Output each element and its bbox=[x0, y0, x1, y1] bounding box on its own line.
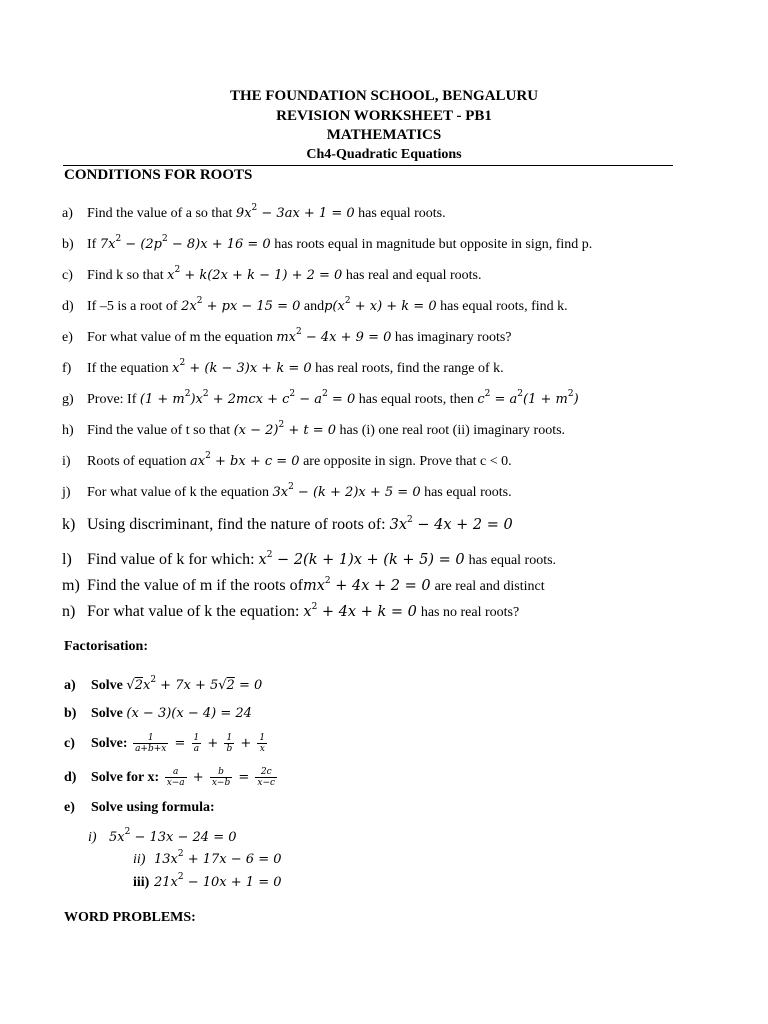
factorisation-b: b) Solve (x − 3)(x − 4) = 24 bbox=[64, 706, 252, 721]
question-l: l) Find value of k for which: $x^2 - 2(k + 1)x + (k + 5) = 0$ has equal roots. bbox=[62, 550, 557, 568]
equation: $3x^2 - (k + 2)x + 5 = 0$ bbox=[272, 482, 421, 500]
school-name: THE FOUNDATION SCHOOL, BENGALURU bbox=[229, 88, 539, 104]
factorisation-c: c) Solve: $\frac{1}{a+b+x}$ = $\frac{1}{a}$ + $\frac{1}{b}$ + $\frac{1}{x}$ bbox=[64, 733, 269, 754]
equation: $(1 + m^2)x^2 + 2mcx + c^2 - a^2 = 0$ bbox=[139, 389, 356, 407]
equation: $2x^2$ + px − 15 = 0 bbox=[181, 296, 301, 314]
question-c: c) Find k so that $x^2 + k(2x + k - 1) + 2 = 0$ has real and equal roots. bbox=[62, 265, 482, 283]
equation: $x^2 + k(2x + k - 1) + 2 = 0$ bbox=[167, 265, 343, 283]
equation: $c^2 = a^2(1 + m^2)$ bbox=[477, 389, 579, 407]
equation: $\frac{1}{a+b+x}$ = $\frac{1}{a}$ + $\frac{1}{b}$ + $\frac{1}{x}$ bbox=[135, 733, 266, 754]
equation: $9x^2 - 3ax + 1 = 0$ bbox=[235, 203, 355, 221]
question-n: n) For what value of k the equation: $x^2 + 4x + k = 0$ has no real roots? bbox=[62, 602, 520, 620]
question-k: k) Using discriminant, find the nature of roots of: $3x^2 - 4x + 2 = 0$ bbox=[62, 515, 513, 533]
equation: (x − 3)(x − 4) = 24 bbox=[126, 706, 252, 721]
equation: $7x^2 - (2p^2 - 8)x + 16 = 0$ bbox=[99, 234, 271, 252]
formula-item-i: i) $5x^2 - 13x - 24 = 0$ bbox=[88, 827, 237, 845]
question-f: f) If the equation $x^2 + (k - 3)x + k = 0$ has real roots, find the range of k. bbox=[62, 358, 504, 376]
question-m: m) Find the value of m if the roots ofmx$^2$ + 4x + 2 = 0 are real and distinct bbox=[62, 576, 545, 594]
equation: $mx^2 + 4x + 2 = 0$ bbox=[302, 576, 431, 594]
chapter-title: Ch4-Quadratic Equations bbox=[306, 147, 462, 162]
equation: $√2x^2 + 7x + 5√2 = 0$ bbox=[126, 675, 263, 693]
question-a: a) Find the value of a so that $9x^2 - 3ax + 1 = 0$ has equal roots. bbox=[62, 203, 446, 221]
factorisation-section-title: Factorisation: bbox=[64, 639, 148, 654]
factorisation-d: d) Solve for x: $\frac{a}{x-a}$ + $\frac{b}{x-b}$ = $\frac{2c}{x-c}$ bbox=[64, 767, 279, 788]
formula-item-iii: iii) $21x^2 - 10x + 1 = 0$ bbox=[133, 872, 282, 890]
equation: $p(x^2 + x) + k = 0$ bbox=[324, 296, 437, 314]
question-h: h) Find the value of t so that $(x - 2)^2 + t = 0$ has (i) one real root (ii) imaginary roots. bbox=[62, 420, 566, 438]
question-i: i) Roots of equation $ax^2$ + bx + c = 0 are opposite in sign. Prove that c < 0. bbox=[62, 451, 512, 469]
question-e: e) For what value of m the equation $mx^2 - 4x + 9 = 0$ has imaginary roots? bbox=[62, 327, 512, 345]
worksheet-title: REVISION WORKSHEET - PB1 bbox=[276, 108, 492, 124]
question-j: j) For what value of k the equation $3x^2 - (k + 2)x + 5 = 0$ has equal roots. bbox=[62, 482, 512, 500]
equation: $(x - 2)^2 + t = 0$ bbox=[233, 420, 337, 438]
equation: $mx^2 - 4x + 9 = 0$ bbox=[276, 327, 392, 345]
formula-item-ii: ii) $13x^2 + 17x - 6 = 0$ bbox=[133, 849, 282, 867]
equation: $13x^2 + 17x - 6 = 0$ bbox=[154, 849, 282, 867]
question-g: g) Prove: If $(1 + m^2)x^2 + 2mcx + c^2 - a^2 = 0$ has equal roots, then $c^2 = a^2(1 + m^2)$ bbox=[62, 389, 579, 407]
subject-title: MATHEMATICS bbox=[326, 127, 442, 143]
conditions-section-title: CONDITIONS FOR ROOTS bbox=[64, 167, 253, 183]
word-problems-section-title: WORD PROBLEMS: bbox=[64, 910, 196, 925]
factorisation-a: a) Solve $√2x^2 + 7x + 5√2 = 0$ bbox=[64, 675, 263, 693]
header-divider bbox=[63, 165, 673, 166]
equation: $5x^2 - 13x - 24 = 0$ bbox=[109, 827, 237, 845]
equation: $\frac{a}{x-a}$ + $\frac{b}{x-b}$ = $\frac{2c}{x-c}$ bbox=[166, 767, 276, 788]
equation: $x^2 - 2(k + 1)x + (k + 5) = 0$ bbox=[258, 550, 465, 568]
equation: $ax^2$ + bx + c = 0 bbox=[190, 451, 300, 469]
equation: $3x^2 - 4x + 2 = 0$ bbox=[389, 515, 513, 533]
factorisation-e: e) Solve using formula: bbox=[64, 800, 215, 815]
equation: $x^2 + (k - 3)x + k = 0$ bbox=[172, 358, 312, 376]
equation: $21x^2 - 10x + 1 = 0$ bbox=[154, 872, 282, 890]
question-d: d) If –5 is a root of $2x^2$ + px − 15 = 0 $andp(x^2 + x) + k = 0$ has equal roots, find k. bbox=[62, 296, 568, 314]
question-b: b) If $7x^2 - (2p^2 - 8)x + 16 = 0$ has roots equal in magnitude but opposite in sign, find p. bbox=[62, 234, 593, 252]
equation: $x^2 + 4x + k = 0$ bbox=[303, 602, 417, 620]
